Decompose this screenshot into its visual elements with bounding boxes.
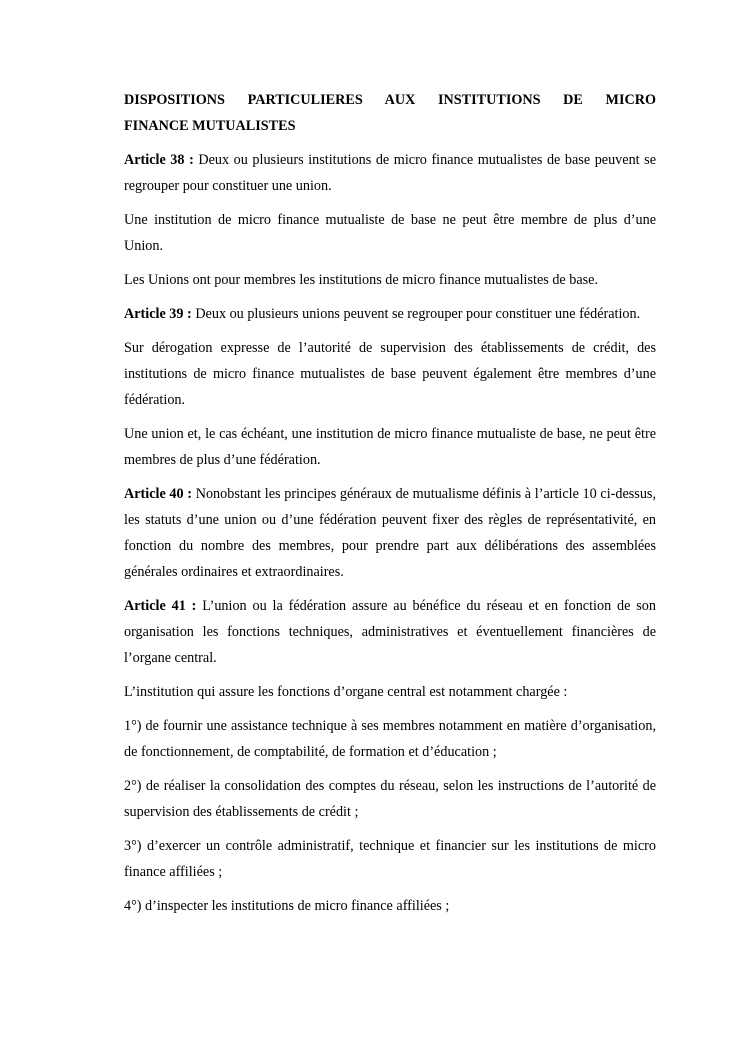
paragraph-derogation: Sur dérogation expresse de l’autorité de supervision des établissements de crédit, des institutions de micro finance mutualistes de base peuvent également être membres d’une fédération. (124, 340, 656, 408)
list-item-2: 2°) de réaliser la consolidation des comptes du réseau, selon les instructions de l’autorité de supervision des établissements de crédit ; (124, 778, 656, 820)
paragraph-union-federation: Une union et, le cas échéant, une institution de micro finance mutualiste de base, ne peut être membres de plus d’une fédération. (124, 426, 656, 468)
article-38-text: Deux ou plusieurs institutions de micro finance mutualistes de base peuvent se regrouper pour constituer une union. (124, 152, 656, 194)
article-39 (124, 301, 656, 327)
list-item-3: 3°) d’exercer un contrôle administratif, technique et financier sur les institutions de micro finance affiliées ; (124, 838, 656, 880)
article-39-label: Article 39 : (124, 306, 192, 322)
article-38 (124, 147, 656, 199)
article-41-label: Article 41 : (124, 598, 197, 614)
article-38-label: Article 38 : (124, 152, 194, 168)
article-41-text: L’union ou la fédération assure au bénéfice du réseau et en fonction de son organisation les fonctions techniques, administratives et éventuellement financières de l’organe central. (124, 598, 656, 666)
document-page (124, 87, 656, 927)
article-41 (124, 593, 656, 671)
list-item-4: 4°) d’inspecter les institutions de micro finance affiliées ; (124, 898, 450, 914)
article-40-text: Nonobstant les principes généraux de mutualisme définis à l’article 10 ci-dessus, les statuts d’une union ou d’une fédération peuvent fixer des règles de représentativité, en fonction du nombre des membres, pour prendre part aux délibérations des assemblées générales ordinaires et extraordinaires. (124, 486, 656, 580)
article-40 (124, 481, 656, 585)
paragraph-union-membership: Une institution de micro finance mutualiste de base ne peut être membre de plus d’une Union. (124, 212, 656, 254)
paragraph-unions-members: Les Unions ont pour membres les institutions de micro finance mutualistes de base. (124, 272, 599, 288)
list-item-1: 1°) de fournir une assistance technique à ses membres notamment en matière d’organisation, de fonctionnement, de comptabilité, de formation et d’éducation ; (124, 718, 656, 760)
article-39-text: Deux ou plusieurs unions peuvent se regrouper pour constituer une fédération. (191, 306, 641, 322)
section-heading-line-1: DISPOSITIONS PARTICULIERES AUX INSTITUTIONS DE MICRO (124, 92, 656, 108)
section-heading (124, 87, 656, 139)
article-40-label: Article 40 : (124, 486, 193, 502)
section-heading-line-2: FINANCE MUTUALISTES (124, 118, 296, 134)
paragraph-organe-central: L’institution qui assure les fonctions d’organe central est notamment chargée : (124, 684, 568, 700)
